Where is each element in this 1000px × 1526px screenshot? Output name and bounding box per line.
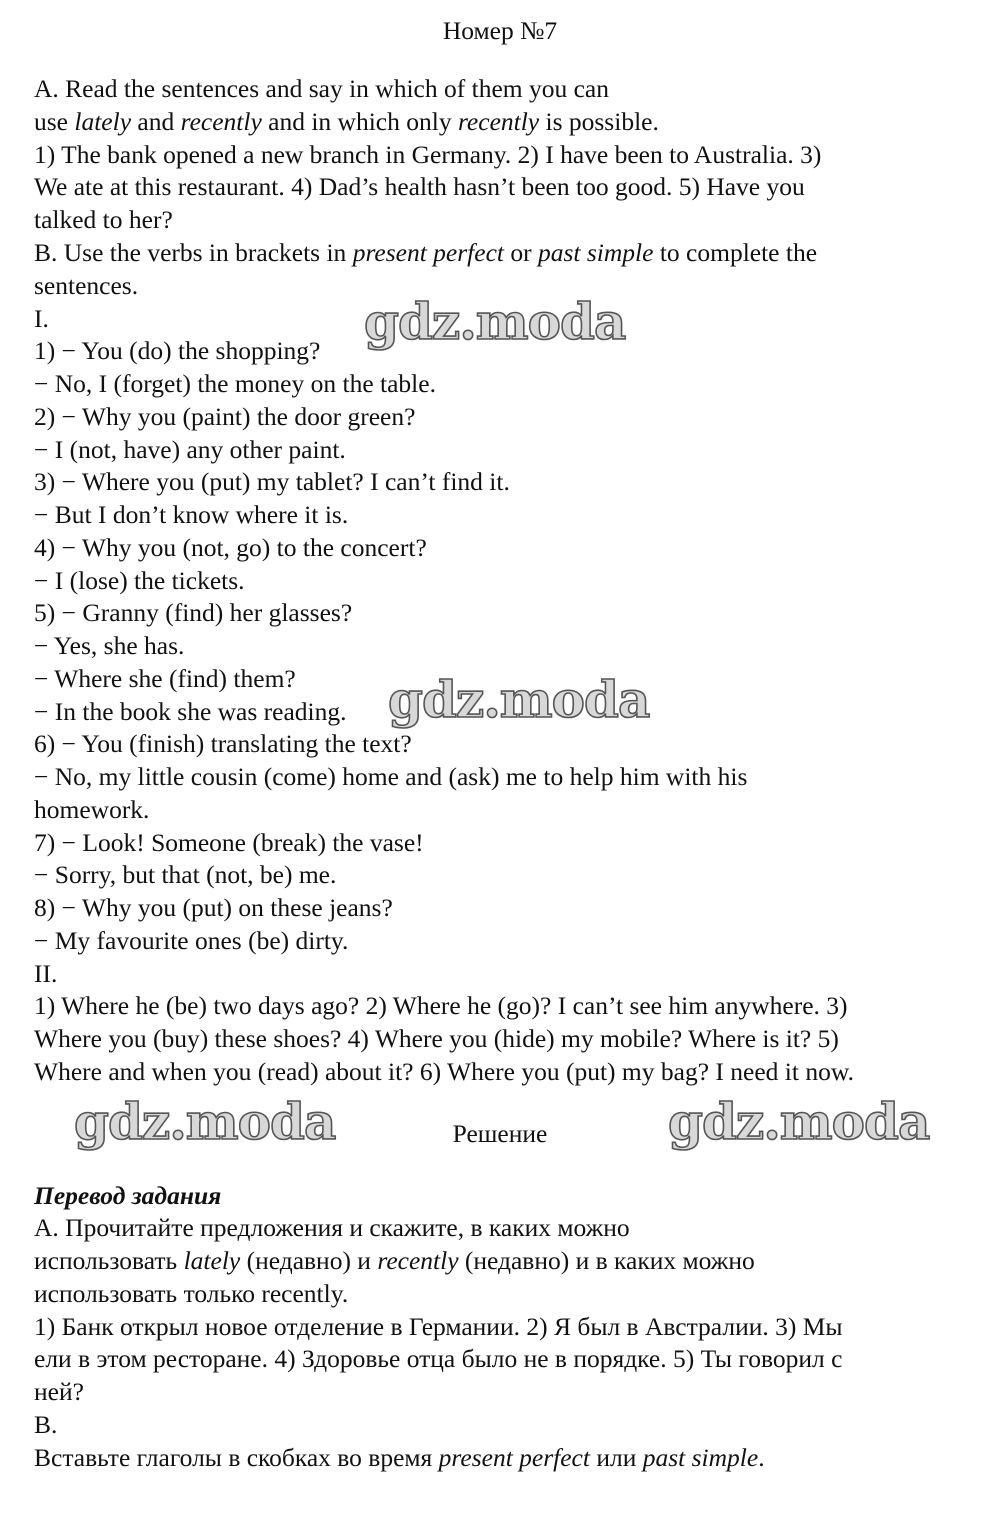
translation-a-line-1: А. Прочитайте предложения и скажите, в каких можно	[34, 1213, 630, 1242]
dialogue-line: − I (lose) the tickets.	[34, 566, 245, 595]
text-fragment: use	[34, 107, 75, 136]
term-recently: recently	[180, 107, 262, 136]
dialogue-line: 7) − Look! Someone (break) the vase!	[34, 828, 424, 857]
dialogue-line: 2) − Why you (paint) the door green?	[34, 402, 416, 431]
translation-heading: Перевод задания	[34, 1181, 222, 1210]
task-b-line-2: sentences.	[34, 271, 139, 300]
watermark: gdz.moda	[74, 1092, 336, 1151]
dialogue-line: − I (not, have) any other paint.	[34, 435, 346, 464]
dialogue-line: − No, I (forget) the money on the table.	[34, 369, 436, 398]
task-a-line-2	[34, 107, 659, 137]
task-a-line-1: A. Read the sentences and say in which of them you can	[34, 74, 609, 103]
text-fragment: использовать	[34, 1246, 184, 1275]
translation-a-line-4: 1) Банк открыл новое отделение в Германии. 2) Я был в Австралии. 3) Мы	[34, 1312, 843, 1341]
watermark: gdz.moda	[364, 292, 626, 351]
exercise-line: Where you (buy) these shoes? 4) Where you (hide) my mobile? Where is it? 5)	[34, 1024, 839, 1053]
page-title: Номер №7	[442, 16, 558, 45]
text-fragment: and in which only	[261, 107, 458, 136]
text-fragment: is possible.	[539, 107, 659, 136]
dialogue-line: 6) − You (finish) translating the text?	[34, 729, 412, 758]
translation-b-line	[34, 1443, 765, 1473]
dialogue-line: − Yes, she has.	[34, 631, 185, 660]
exercise-line: 1) Where he (be) two days ago? 2) Where he (go)? I can’t see him anywhere. 3)	[34, 991, 848, 1020]
text-fragment: (недавно) и	[240, 1246, 378, 1275]
task-a-line-3: 1) The bank opened a new branch in Germany. 2) I have been to Australia. 3)	[34, 140, 822, 169]
term-past-simple: past simple	[537, 238, 654, 267]
part-2-heading: II.	[34, 959, 58, 988]
text-fragment: или	[589, 1443, 643, 1472]
text-fragment: (недавно) и в каких можно	[458, 1246, 755, 1275]
dialogue-line: homework.	[34, 795, 150, 824]
text-fragment: .	[758, 1443, 765, 1472]
solution-label: Решение	[452, 1119, 548, 1148]
watermark: gdz.moda	[668, 1092, 930, 1151]
translation-b-heading: B.	[34, 1410, 58, 1439]
watermark: gdz.moda	[388, 670, 650, 729]
dialogue-line: − But I don’t know where it is.	[34, 500, 349, 529]
task-b-line-1	[34, 238, 817, 268]
translation-a-line-2	[34, 1246, 755, 1276]
task-a-line-5: talked to her?	[34, 205, 173, 234]
term-present-perfect: present perfect	[352, 238, 504, 267]
term-past-simple: past simple	[642, 1443, 759, 1472]
dialogue-line: 3) − Where you (put) my tablet? I can’t find it.	[34, 467, 510, 496]
dialogue-line: − My favourite ones (be) dirty.	[34, 926, 349, 955]
dialogue-line: 5) − Granny (find) her glasses?	[34, 598, 353, 627]
text-fragment: or	[503, 238, 538, 267]
term-lately: lately	[183, 1246, 241, 1275]
text-fragment: to complete the	[653, 238, 818, 267]
term-present-perfect: present perfect	[438, 1443, 590, 1472]
term-recently: recently	[377, 1246, 459, 1275]
text-fragment: and	[131, 107, 181, 136]
dialogue-line: 1) − You (do) the shopping?	[34, 336, 321, 365]
dialogue-line: 8) − Why you (put) on these jeans?	[34, 893, 393, 922]
dialogue-line: − Sorry, but that (not, be) me.	[34, 860, 337, 889]
task-a-line-4: We ate at this restaurant. 4) Dad’s health hasn’t been too good. 5) Have you	[34, 172, 805, 201]
text-fragment: B. Use the verbs in brackets in	[34, 238, 353, 267]
dialogue-line: − In the book she was reading.	[34, 697, 347, 726]
dialogue-line: − No, my little cousin (come) home and (ask) me to help him with his	[34, 762, 748, 791]
translation-a-line-3: использовать только recently.	[34, 1279, 349, 1308]
term-lately: lately	[74, 107, 132, 136]
dialogue-line: − Where she (find) them?	[34, 664, 296, 693]
dialogue-line: 4) − Why you (not, go) to the concert?	[34, 533, 427, 562]
text-fragment: Вставьте глаголы в скобках во время	[34, 1443, 439, 1472]
translation-a-line-6: ней?	[34, 1377, 84, 1406]
translation-a-line-5: ели в этом ресторане. 4) Здоровье отца было не в порядке. 5) Ты говорил с	[34, 1344, 843, 1373]
part-1-heading: I.	[34, 304, 49, 333]
exercise-line: Where and when you (read) about it? 6) Where you (put) my bag? I need it now.	[34, 1057, 854, 1086]
term-recently: recently	[457, 107, 540, 136]
